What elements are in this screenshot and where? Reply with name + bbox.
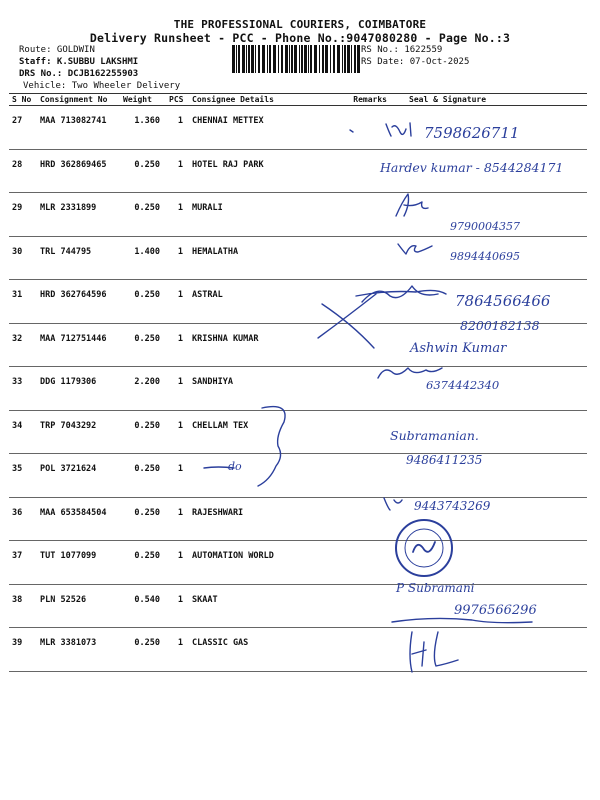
- cell-consignee: AUTOMATION WORLD: [189, 541, 341, 585]
- cell-weight: 0.250: [120, 497, 166, 541]
- table-row: [9, 454, 587, 498]
- cell-consignee: CHENNAI METTEX: [189, 106, 341, 150]
- barcode-bar: [258, 45, 260, 73]
- cell-consignee: HEMALATHA: [189, 236, 341, 280]
- barcode-bar: [354, 45, 356, 73]
- handwritten-phone-27: 7598626711: [424, 124, 520, 142]
- barcode-bar: [314, 45, 317, 73]
- cell-remarks: [341, 497, 391, 541]
- barcode: [232, 45, 360, 73]
- cell-pcs: 1: [166, 149, 189, 193]
- handwritten-phone-29: 9790004357: [450, 220, 520, 233]
- cell-sno: 29: [9, 193, 37, 237]
- cell-seal-signature: [391, 193, 587, 237]
- cell-consignee: CHELLAM TEX: [189, 410, 341, 454]
- barcode-bar: [319, 45, 320, 73]
- cell-sno: 27: [9, 106, 37, 150]
- handwritten-name-34: Subramanian.: [390, 428, 479, 443]
- cell-sno: 34: [9, 410, 37, 454]
- barcode-bar: [236, 45, 237, 73]
- cell-weight: 0.250: [120, 541, 166, 585]
- cell-seal-signature: [391, 584, 587, 628]
- cell-remarks: [341, 410, 391, 454]
- table-row: [9, 497, 587, 541]
- cell-remarks: [341, 236, 391, 280]
- cell-seal-signature: [391, 367, 587, 411]
- cell-consignment: DDG 1179306: [37, 367, 120, 411]
- barcode-bar: [330, 45, 331, 73]
- cell-weight: 0.250: [120, 280, 166, 324]
- cell-pcs: 1: [166, 280, 189, 324]
- cell-consignment: MAA 653584504: [37, 497, 120, 541]
- cell-weight: 2.200: [120, 367, 166, 411]
- barcode-bar: [273, 45, 276, 73]
- cell-consignment: POL 3721624: [37, 454, 120, 498]
- company-name: THE PROFESSIONAL COURIERS, COIMBATORE: [173, 18, 427, 31]
- barcode-bar: [322, 45, 324, 73]
- handwritten-phone-35: 9486411235: [406, 453, 483, 467]
- rs-date: RS Date: 07-Oct-2025: [361, 57, 470, 67]
- cell-sno: 31: [9, 280, 37, 324]
- barcode-bar: [291, 45, 293, 73]
- cell-pcs: 1: [166, 628, 189, 672]
- cell-weight: 0.250: [120, 323, 166, 367]
- barcode-bar: [310, 45, 312, 73]
- cell-consignee: RAJESHWARI: [189, 497, 341, 541]
- cell-consignment: HRD 362869465: [37, 149, 120, 193]
- barcode-bar: [281, 45, 283, 73]
- cell-consignee: ASTRAL: [189, 280, 341, 324]
- cell-consignee: HOTEL RAJ PARK: [189, 149, 341, 193]
- cell-consignee: KRISHNA KUMAR: [189, 323, 341, 367]
- runsheet-table: [9, 93, 587, 672]
- cell-consignment: TRL 744795: [37, 236, 120, 280]
- cell-consignment: PLN 52526: [37, 584, 120, 628]
- cell-sno: 35: [9, 454, 37, 498]
- col-sno: S No: [9, 94, 37, 106]
- cell-seal-signature: [391, 323, 587, 367]
- barcode-bar: [299, 45, 300, 73]
- cell-seal-signature: [391, 454, 587, 498]
- cell-remarks: [341, 193, 391, 237]
- col-weight: Weight: [120, 94, 166, 106]
- handwritten-phone-33: 6374442340: [426, 378, 500, 392]
- table-row: [9, 106, 587, 150]
- cell-pcs: 1: [166, 323, 189, 367]
- barcode-bar: [308, 45, 309, 73]
- cell-consignment: MAA 712751446: [37, 323, 120, 367]
- handwritten-phone-30: 9894440695: [450, 250, 520, 263]
- cell-sno: 30: [9, 236, 37, 280]
- cell-consignment: MAA 713082741: [37, 106, 120, 150]
- table-row: [9, 149, 587, 193]
- cell-seal-signature: [391, 541, 587, 585]
- cell-pcs: 1: [166, 236, 189, 280]
- handwritten-phone-36: 9443743269: [414, 499, 491, 513]
- barcode-bar: [278, 45, 279, 73]
- barcode-bar: [269, 45, 271, 73]
- cell-consignment: HRD 362764596: [37, 280, 120, 324]
- cell-weight: 0.250: [120, 149, 166, 193]
- cell-seal-signature: [391, 497, 587, 541]
- barcode-bar: [255, 45, 256, 73]
- cell-sno: 33: [9, 367, 37, 411]
- barcode-bar: [351, 45, 352, 73]
- cell-seal-signature: [391, 106, 587, 150]
- barcode-bar: [357, 45, 360, 73]
- cell-pcs: 1: [166, 454, 189, 498]
- col-remarks: Remarks: [341, 94, 391, 106]
- cell-seal-signature: [391, 280, 587, 324]
- barcode-bar: [304, 45, 307, 73]
- cell-remarks: [341, 584, 391, 628]
- barcode-bar: [301, 45, 303, 73]
- cell-remarks: [341, 367, 391, 411]
- cell-remarks: [341, 149, 391, 193]
- vehicle-label: Vehicle: Two Wheeler Delivery: [23, 81, 181, 91]
- cell-consignment: TUT 1077099: [37, 541, 120, 585]
- barcode-bar: [344, 45, 346, 73]
- col-seal-signature: Seal & Signature: [391, 94, 587, 106]
- cell-consignment: MLR 2331899: [37, 193, 120, 237]
- cell-seal-signature: [391, 236, 587, 280]
- cell-weight: 1.400: [120, 236, 166, 280]
- staff-label: Staff: K.SUBBU LAKSHMI: [19, 57, 139, 67]
- rs-number: RS No.: 1622559: [361, 45, 443, 55]
- barcode-bar: [232, 45, 235, 73]
- barcode-bar: [248, 45, 250, 73]
- barcode-bar: [267, 45, 268, 73]
- barcode-bar: [262, 45, 265, 73]
- barcode-bar: [342, 45, 343, 73]
- cell-remarks: [341, 454, 391, 498]
- cell-sno: 39: [9, 628, 37, 672]
- barcode-bar: [325, 45, 328, 73]
- cell-seal-signature: [391, 628, 587, 672]
- cell-weight: 0.250: [120, 193, 166, 237]
- cell-weight: 1.360: [120, 106, 166, 150]
- handwritten-name-32: Ashwin Kumar: [410, 341, 507, 356]
- handwritten-name-38: P Subramani: [396, 581, 475, 595]
- cell-sno: 38: [9, 584, 37, 628]
- table-row: [9, 193, 587, 237]
- cell-pcs: 1: [166, 541, 189, 585]
- barcode-bar: [285, 45, 288, 73]
- cell-pcs: 1: [166, 584, 189, 628]
- table-row: [9, 584, 587, 628]
- cell-weight: 0.250: [120, 454, 166, 498]
- cell-weight: 0.540: [120, 584, 166, 628]
- cell-consignee: CLASSIC GAS: [189, 628, 341, 672]
- barcode-bar: [337, 45, 340, 73]
- col-consignment: Consignment No: [37, 94, 120, 106]
- cell-consignee: MURALI: [189, 193, 341, 237]
- table-row: [9, 280, 587, 324]
- cell-remarks: [341, 280, 391, 324]
- barcode-bar: [246, 45, 247, 73]
- handwritten-name-28: Hardev kumar - 8544284171: [380, 160, 564, 175]
- cell-pcs: 1: [166, 106, 189, 150]
- table-row: [9, 628, 587, 672]
- drs-label: DRS No.: DCJB162255903: [19, 69, 139, 79]
- table-row: [9, 323, 587, 367]
- cell-sno: 37: [9, 541, 37, 585]
- cell-seal-signature: [391, 149, 587, 193]
- col-consignee: Consignee Details: [189, 94, 341, 106]
- table-row: [9, 410, 587, 454]
- cell-remarks: [341, 628, 391, 672]
- cell-consignment: TRP 7043292: [37, 410, 120, 454]
- cell-consignee: SANDHIYA: [189, 367, 341, 411]
- barcode-bar: [251, 45, 254, 73]
- barcode-bar: [238, 45, 240, 73]
- cell-weight: 0.250: [120, 628, 166, 672]
- handwritten-phone-38: 9976566296: [454, 603, 537, 618]
- col-pcs: PCS: [166, 94, 189, 106]
- cell-remarks: [341, 106, 391, 150]
- cell-sno: 28: [9, 149, 37, 193]
- cell-remarks: [341, 323, 391, 367]
- barcode-bar: [333, 45, 335, 73]
- cell-seal-signature: [391, 410, 587, 454]
- table-row: [9, 367, 587, 411]
- cell-weight: 0.250: [120, 410, 166, 454]
- cell-consignee: [189, 454, 341, 498]
- table-row: [9, 541, 587, 585]
- barcode-bar: [242, 45, 245, 73]
- barcode-bar: [347, 45, 350, 73]
- cell-sno: 36: [9, 497, 37, 541]
- cell-pcs: 1: [166, 367, 189, 411]
- cell-remarks: [341, 541, 391, 585]
- table-header-row: [9, 94, 587, 106]
- barcode-bar: [289, 45, 290, 73]
- handwritten-phone-31: 7864566466: [455, 292, 551, 310]
- route-label: Route: GOLDWIN: [19, 45, 95, 55]
- cell-sno: 32: [9, 323, 37, 367]
- handwritten-phone-32: 8200182138: [460, 318, 540, 333]
- cell-pcs: 1: [166, 410, 189, 454]
- ditto-text: do: [228, 460, 242, 473]
- barcode-bar: [294, 45, 297, 73]
- cell-pcs: 1: [166, 193, 189, 237]
- table-row: [9, 236, 587, 280]
- cell-pcs: 1: [166, 497, 189, 541]
- cell-consignee: SKAAT: [189, 584, 341, 628]
- runsheet-subtitle: Delivery Runsheet - PCC - Phone No.:9047080280 - Page No.:3: [89, 31, 511, 45]
- cell-consignment: MLR 3381073: [37, 628, 120, 672]
